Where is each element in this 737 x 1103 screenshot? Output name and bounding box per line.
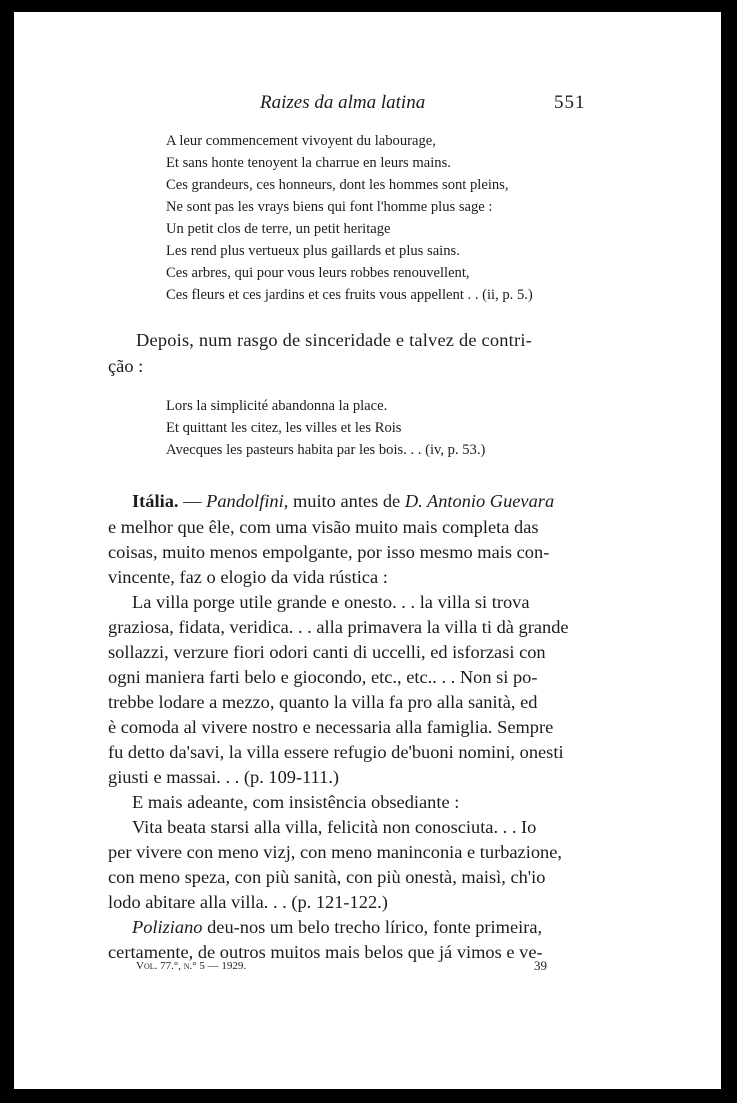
quote1-line-1: La villa porge utile grande e onesto. . . la villa si trova	[132, 592, 530, 612]
italia-text: , muito antes de	[283, 491, 405, 511]
running-title: Raizes da alma latina	[260, 92, 426, 113]
poem1-line-6: Les rend plus vertueux plus gaillards et plus sains.	[166, 243, 460, 259]
para1-line-2: ção :	[108, 356, 144, 376]
italia-dash: —	[178, 491, 207, 511]
poem1-line-1: A leur commencement vivoyent du labourage,	[166, 133, 436, 149]
para3-line-1	[132, 917, 542, 938]
poem1-line-2: Et sans honte tenoyent la charrue en leurs mains.	[166, 155, 451, 171]
quote2-line-1: Vita beata starsi alla villa, felicità non conosciuta. . . Io	[132, 817, 537, 837]
quote2-line-4: lodo abitare alla villa. . . (p. 121-122.)	[108, 892, 388, 912]
poem2-line-2: Et quittant les citez, les villes et les Rois	[166, 420, 402, 436]
quote1-line-8: giusti e massai. . . (p. 109-111.)	[108, 767, 340, 787]
italia-heading: Itália.	[132, 491, 179, 511]
para1-line-1: Depois, num rasgo de sinceridade e talvez de contri-	[136, 330, 532, 350]
author-pandolfini: Pandolfini	[206, 491, 284, 511]
quote1-line-2: graziosa, fidata, veridica. . . alla primavera la villa ti dà grande	[108, 617, 569, 637]
italia-line-2: e melhor que êle, com uma visão muito mais completa das	[108, 517, 539, 537]
italia-line-4: vincente, faz o elogio da vida rústica :	[108, 567, 388, 587]
page-number: 551	[554, 92, 586, 113]
signature-mark: 39	[534, 958, 547, 973]
quote1-line-7: fu detto da'savi, la villa essere refugio de'buoni nomini, onesti	[108, 742, 564, 762]
quote1-line-5: trebbe lodare a mezzo, quanto la villa fa pro alla sanità, ed	[108, 692, 538, 712]
quote1-line-6: è comoda al vivere nostro e necessaria alla famiglia. Sempre	[108, 717, 554, 737]
poem1-line-3: Ces grandeurs, ces honneurs, dont les hommes sont pleins,	[166, 177, 509, 193]
quote1-line-4: ogni maniera farti belo e giocondo, etc., etc.. . . Non si po-	[108, 667, 538, 687]
author-poliziano: Poliziano	[132, 917, 203, 937]
para3-line-1-rest: deu-nos um belo trecho lírico, fonte primeira,	[202, 917, 543, 937]
quote2-line-2: per vivere con meno vizj, con meno maninconia e turbazione,	[108, 842, 562, 862]
poem2-line-3: Avecques les pasteurs habita par les bois. . . (iv, p. 53.)	[166, 442, 486, 458]
quote1-line-3: sollazzi, verzure fiori odori canti di uccelli, ed isforzasi con	[108, 642, 546, 662]
poem1-line-5: Un petit clos de terre, un petit heritage	[166, 221, 391, 237]
poem2-line-1: Lors la simplicité abandonna la place.	[166, 398, 388, 414]
quote2-line-3: con meno speza, con più sanità, con più onestà, maisì, ch'io	[108, 867, 546, 887]
poem1-line-8: Ces fleurs et ces jardins et ces fruits vous appellent . . (ii, p. 5.)	[166, 287, 533, 303]
author-guevara: D. Antonio Guevara	[404, 491, 555, 511]
footer-volume: Vol. 77.°, n.° 5 — 1929.	[136, 960, 247, 972]
poem1-line-4: Ne sont pas les vrays biens qui font l'homme plus sage :	[166, 199, 493, 215]
italia-first-line	[132, 491, 554, 512]
poem1-line-7: Ces arbres, qui pour vous leurs robbes renouvellent,	[166, 265, 470, 281]
page	[14, 12, 721, 1089]
para3-line-2: certamente, de outros muitos mais belos que já vimos e ve-	[108, 942, 543, 962]
para2-line: E mais adeante, com insistência obsediante :	[132, 792, 460, 812]
italia-line-3: coisas, muito menos empolgante, por isso mesmo mais con-	[108, 542, 550, 562]
